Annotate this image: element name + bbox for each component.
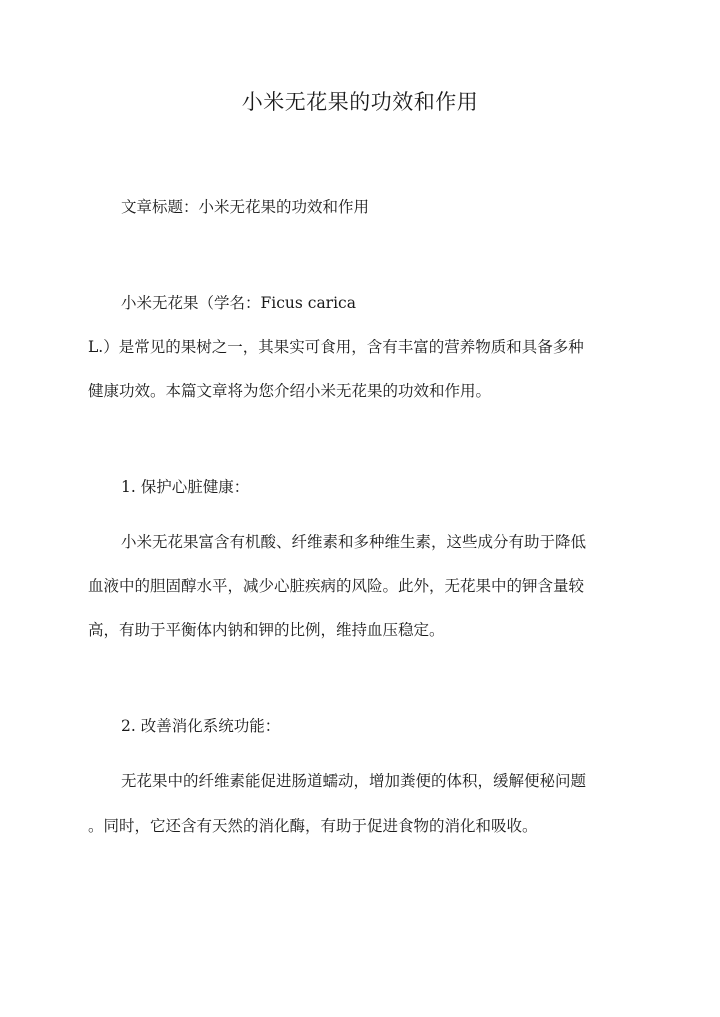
intro-line-1: 小米无花果（学名：Ficus carica [121,294,356,312]
section-1-line-2: 血液中的胆固醇水平，减少心脏疾病的风险。此外，无花果中的钾含量较 [88,577,585,595]
section-1-line-3: 高，有助于平衡体内钠和钾的比例，维持血压稳定。 [88,621,445,639]
section-2-line-1: 无花果中的纤维素能促进肠道蠕动，增加粪便的体积，缓解便秘问题 [121,772,587,790]
section-2-heading: 2. 改善消化系统功能： [121,717,281,735]
article-title-label: 文章标题：小米无花果的功效和作用 [121,198,370,216]
intro-line-3: 健康功效。本篇文章将为您介绍小米无花果的功效和作用。 [88,382,492,400]
section-2-line-2: 。同时，它还含有天然的消化酶，有助于促进食物的消化和吸收。 [88,817,538,835]
section-1-line-1: 小米无花果富含有机酸、纤维素和多种维生素，这些成分有助于降低 [121,533,587,551]
document-title: 小米无花果的功效和作用 [241,90,479,114]
section-1-heading: 1. 保护心脏健康： [121,478,250,496]
intro-line-2: L.）是常见的果树之一，其果实可食用，含有丰富的营养物质和具备多种 [88,338,584,356]
